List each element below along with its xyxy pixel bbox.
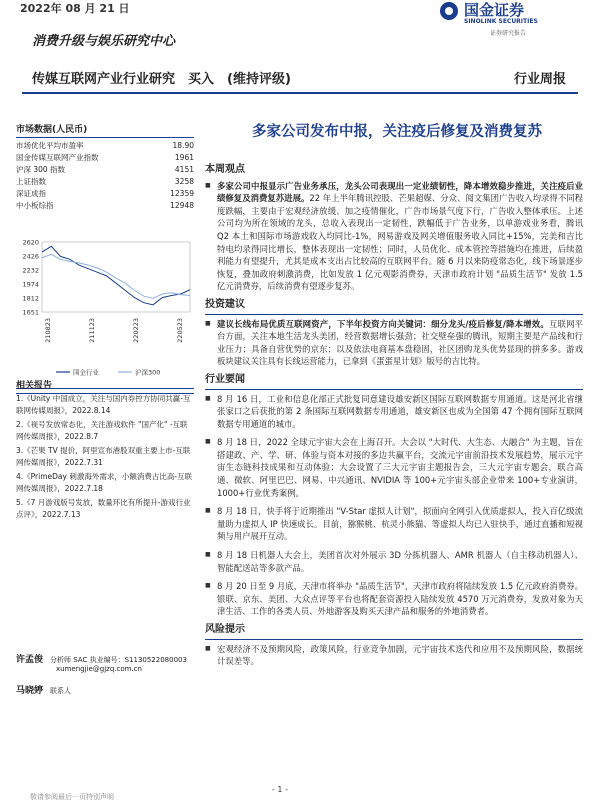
market-row [16, 200, 194, 212]
market-label: 深证成指 [16, 189, 46, 198]
y-tick-label: 1651 [22, 308, 39, 317]
footer-note: 敬请参阅最后一页特别声明 [30, 793, 114, 801]
y-tick-label: 2620 [22, 238, 39, 247]
logo-subtitle: 证券研究报告 [490, 30, 527, 37]
market-value: 4151 [174, 165, 194, 174]
market-value: 3258 [174, 177, 194, 186]
x-tick-label: 211123 [88, 318, 96, 343]
market-label: 中小板综指 [16, 201, 54, 210]
market-data-panel [16, 122, 194, 212]
analyst-name: 马晓婷 [16, 686, 44, 696]
report-date: 2022年 08 月 21 日 [20, 2, 130, 15]
y-tick-label: 2232 [22, 266, 39, 275]
logo-name-cn: 国金证券 [464, 1, 525, 19]
advice-text: 互联网平台方面，关注本地生活龙头美团，经营数据增长强劲；社交壁垒强的腾讯，短期主要是产品线和行业压力；具备自营优势的京东；以及依法电商基本盘稳固，社区团购龙头优势显现的拼多多。游戏板块建议关注具有长线运营能力，已拿到《蛋蛋星计划》版号的吉比特。 [217, 318, 584, 367]
news-item: ■ 8 月 18 日，2022 全球元宇宙大会在上海召开。大会以 "大时代、大生态、大融合" 为主题，旨在搭建政、产、学、研、体验与资本对接的多边共赢平台，交流元宇宙前沿技术发展趋势，展示元宇宙生态链科技成果和互动体验；大会设置了三大元宇宙主题报告会，三大元宇宙专题会，联合高通、微软、阿里巴巴、网易、中兴通讯、NVIDIA 等 100+元宇宙头部企业带来 100+专业演讲，1000+行业优秀案例。 [205, 436, 583, 499]
main-title: 多家公司发布中报，关注疫后修复及消费复苏 [252, 124, 542, 140]
related-report-item: 1.《Unity 中国成立，关注与国内券控方协同共赢-互联网传媒周报》，2022.8.14 [16, 394, 191, 415]
related-reports-title: 相关报告 [16, 378, 194, 394]
market-label: 国金传媒互联网产业指数 [16, 153, 99, 162]
report-type: 行业周报 [513, 72, 566, 87]
index-line-chart [16, 236, 194, 388]
legend-label: 沪深300 [135, 368, 161, 377]
news-item: ■ 8 月 18 日，快手将于近期推出 "V-Star 虚拟人计划"，拟面向全网引入优质虚拟人，投入百亿级流量助力虚拟人 IP 快速成长。目前，猕猴桃、杭灵小熊猫、等虚拟人均已入驻快手，通过直播和短视频与用户展开互动。 [205, 505, 583, 543]
section-news-title: 行业要闻 [205, 374, 583, 390]
advice-bold: 建议长线布局优质互联网资产，下半年投资方向关键词：细分龙头/疫后修复/降本增效。 [217, 318, 549, 329]
market-value: 12948 [170, 201, 194, 210]
news-item: ■ 8 月 18 日机器人大会上，美团首次对外展示 3D 分拣机器人、AMR 机器人（自主移动机器人）、智能配送站等多款产品。 [205, 549, 583, 574]
analyst-entry [16, 652, 194, 673]
market-label: 上证指数 [16, 177, 46, 186]
sinolink-logo [440, 0, 590, 36]
section-advice-title: 投资建议 [205, 299, 583, 315]
series-line-1 [42, 254, 190, 298]
analyst-name: 许孟俊 [16, 655, 44, 665]
advice-paragraph [205, 318, 583, 368]
x-tick-label: 210823 [44, 318, 52, 343]
x-tick-label: 220523 [176, 318, 184, 343]
related-report-item: 3.《芒果 TV 提价，阿里宣布港股双重主要上市-互联网传媒周报》，2022.7.31 [16, 446, 191, 467]
news-item: ■ 8 月 20 日至 9 月底，天津市将举办 "品质生活节"，天津市政府将陆续发放 1.5 亿元政府消费券。银联、京东、美团、大众点评等平台也将配套资源投入陆续发放 4570 万元消费券，发放对象为天津生活、工作的各类人员、外地游客及购买天津产品和服务的外地消费者。 [205, 580, 583, 618]
news-list [205, 393, 583, 619]
chart-frame [42, 242, 190, 312]
main-content [205, 160, 583, 674]
view-paragraph [205, 180, 583, 293]
market-row [16, 152, 194, 164]
industry-title: 传媒互联网产业行业研究 买入 (维持评级) [32, 72, 291, 87]
risk-paragraph: ■ 宏观经济不及预期风险，政策风险，行业竞争加剧，元宇宙技术迭代和应用不及预期风险，数据统计误差等。 [205, 643, 583, 668]
related-report-item: 4.《PrimeDay 刺激海外需求，小额消费占比高-互联网传媒周报》，2022.7.18 [16, 472, 193, 493]
page-number: - 1 - [272, 785, 288, 794]
y-tick-label: 1974 [22, 280, 39, 289]
x-tick-label: 220223 [132, 318, 140, 343]
market-data-title: 市场数据(人民币) [16, 122, 194, 138]
market-value: 12359 [170, 189, 194, 198]
market-row [16, 188, 194, 200]
section-view-title: 本周观点 [205, 164, 245, 175]
market-label: 沪深 300 指数 [16, 165, 66, 174]
market-label: 市场优化平均市盈率 [16, 141, 84, 150]
analyst-panel [16, 652, 194, 706]
related-reports-list [16, 393, 194, 523]
y-tick-label: 1812 [22, 294, 39, 303]
report-title-bar [22, 68, 578, 94]
department-name: 消费升级与娱乐研究中心 [32, 34, 176, 49]
series-line-0 [42, 246, 190, 304]
analyst-role: 分析师 SAC 执业编号：S1130522080003 [50, 656, 187, 664]
market-row [16, 164, 194, 176]
market-data-list [16, 140, 194, 212]
legend-label: 国金行业 [73, 368, 99, 377]
market-value: 1961 [174, 153, 194, 162]
related-report-item: 5.《7 月游戏版号发放，数量环比有所提升-游戏行业点评》，2022.7.13 [16, 498, 191, 519]
view-text: 22 年上半年腾讯控股、芒果超媒、分众、阅文集团广告收入均录得不同程度跌幅，主要由于宏观经济放缓、加之疫情催化，广告市场景气度下行，广告收入整体承压。上述公司均为所在领域的龙头，总收入表现出一定韧性，跌幅低于广告业务，以单游戏业务看，腾讯 Q2 本土和国际市场游戏收入均同比-1%，网易游戏及网关增值服务收入同比+15%，完美和吉比特电均录得同比增长，整体表现出一定韧性；同时，人员优化、成本管控等措施均在推进，后续盈利能力有望提升，尤其是成本支出占比较高的互联网平台。随 6 月以来防疫常态化，线下场景逐步恢复，叠加政府刺激消费，比如发放 1 亿元观影消费券，天津市政府计划 "品质生活节" 发放 1.5 亿元消费券，后续消费有望逐步复苏。 [217, 193, 583, 292]
logo-name-en: SINOLINK SECURITIES [464, 18, 538, 25]
section-risk-title: 风险提示 [205, 624, 583, 640]
logo-mark-icon [440, 2, 458, 20]
y-tick-label: 2426 [22, 252, 39, 261]
index-chart [16, 236, 194, 389]
related-report-item: 2.《视号发放常态化，关注游戏软件 "国产化" -互联网传媒周报》，2022.8.7 [16, 420, 188, 441]
view-bold: 多家公司中报显示广告业务承压，龙头公司表现出一定业绩韧性，降本增效稳步推进，关注疫后业绩修复及消费复苏进展。 [217, 180, 583, 204]
analyst-email: xumengjie@gjzq.com.cn [56, 665, 142, 673]
market-row [16, 140, 194, 152]
analyst-role: 联系人 [50, 687, 72, 695]
analyst-entry [16, 683, 194, 696]
news-item: ■ 8 月 16 日，工业和信息化部正式批复同意建设雄安新区国际互联网数据专用通道。这是河北省继张家口之后获批的第 2 条国际互联网数据专用通道，雄安新区也成为全国第 47 个拥有国际互联网数据专用通道的城市。 [205, 393, 583, 431]
market-value: 18.90 [172, 141, 194, 150]
market-row [16, 176, 194, 188]
